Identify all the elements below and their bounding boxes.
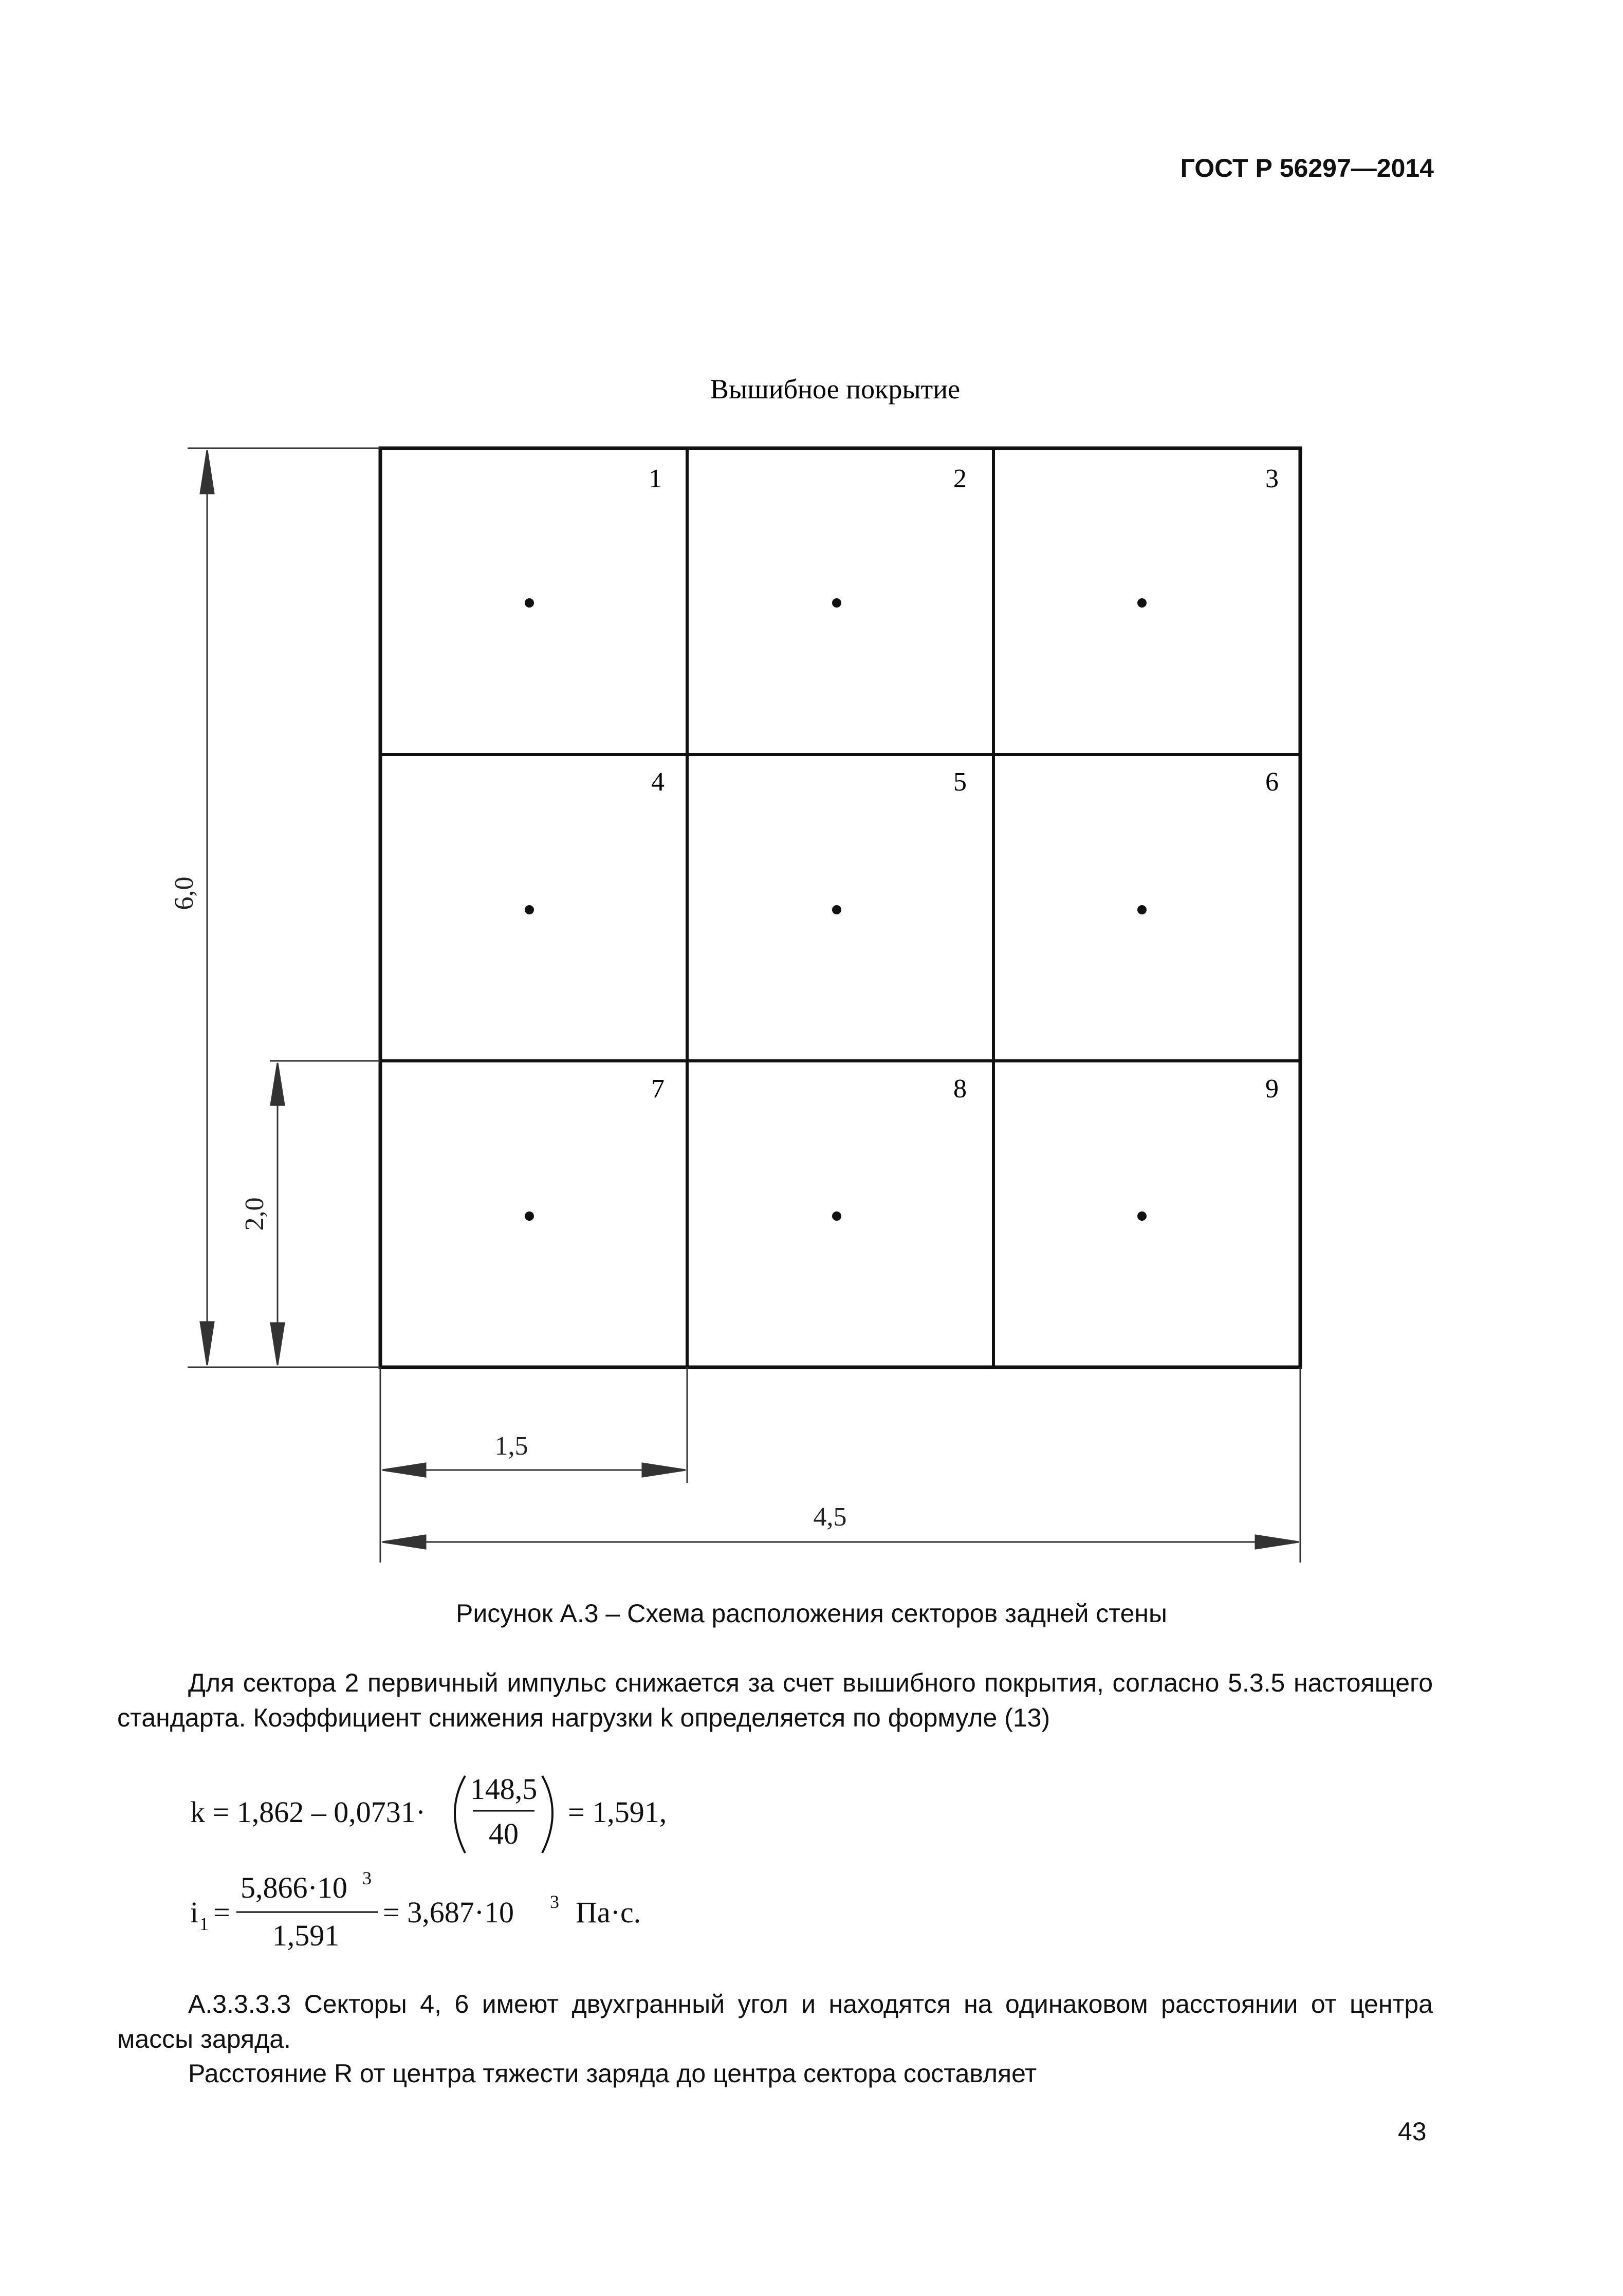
- dimension-label-width-cell: 1,5: [494, 1431, 528, 1461]
- sector-label-1: 1: [649, 464, 662, 493]
- paragraph: [117, 1665, 1433, 1735]
- sector-label-2: 2: [953, 464, 967, 493]
- left-parenthesis: [455, 1776, 465, 1853]
- formula-k-denominator: 40: [489, 1817, 519, 1850]
- formula-i1-rhs: = 3,687·10: [383, 1896, 514, 1929]
- arrowhead: [382, 1463, 426, 1477]
- figure-title: Вышибное покрытие: [710, 374, 961, 405]
- formula-i1-lhs: i: [190, 1896, 199, 1929]
- sector-label-9: 9: [1265, 1074, 1279, 1104]
- sector-label-7: 7: [651, 1074, 665, 1104]
- paragraph-text: А.3.3.3.3 Секторы 4, 6 имеют двухгранный угол и находятся на одинаковом расстоянии от центра массы заряда.: [117, 1990, 1433, 2053]
- right-parenthesis: [542, 1776, 552, 1853]
- sector-label-4: 4: [651, 767, 665, 797]
- sector-center-dot: [832, 598, 841, 608]
- arrowhead: [200, 450, 214, 493]
- paragraph: [117, 2056, 1433, 2091]
- sector-center-dot: [832, 1211, 841, 1221]
- paragraph: [117, 1987, 1433, 2056]
- paragraph-text: Для сектора 2 первичный импульс снижается за счет вышибного покрытия, согласно 5.3.5 настоящего стандарта. Коэффициент снижения нагрузки k определяется по формуле (13): [117, 1668, 1433, 1732]
- formula-i1-numerator-sup: 3: [362, 1868, 372, 1888]
- sector-center-dot: [525, 905, 534, 914]
- formula-k-rhs: = 1,591,: [568, 1795, 667, 1829]
- sector-center-dot: [1137, 1211, 1147, 1221]
- equals-sign: =: [213, 1896, 230, 1929]
- sector-center-dot: [1137, 598, 1147, 608]
- sector-label-5: 5: [953, 767, 967, 797]
- arrowhead: [382, 1535, 426, 1549]
- sector-center-dot: [525, 598, 534, 608]
- formula-k: [185, 1755, 750, 1868]
- document-header: ГОСТ Р 56297—2014: [1180, 154, 1434, 182]
- sector-center-dot: [832, 905, 841, 914]
- formula-i1-unit: Па·с.: [576, 1896, 641, 1929]
- figure-caption: Рисунок А.3 – Схема расположения секторов задней стены: [456, 1599, 1167, 1628]
- formula-i1-numerator: 5,866·10: [241, 1871, 347, 1904]
- sector-center-dot: [525, 1211, 534, 1221]
- arrowhead: [271, 1323, 284, 1365]
- sector-label-6: 6: [1265, 767, 1279, 797]
- formula-i1: [185, 1866, 750, 1969]
- arrowhead: [271, 1063, 284, 1105]
- dimension-label-height-total: 6,0: [170, 876, 199, 910]
- page-number: 43: [1398, 2117, 1427, 2146]
- sector-label-8: 8: [953, 1074, 967, 1104]
- formula-i1-denominator: 1,591: [272, 1919, 340, 1952]
- paragraph-text: Расстояние R от центра тяжести заряда до центра сектора составляет: [188, 2059, 1037, 2088]
- sector-center-dot: [1137, 905, 1147, 914]
- formula-k-numerator: 148,5: [470, 1772, 538, 1806]
- formula-i1-lhs-sub: 1: [199, 1914, 209, 1934]
- formula-k-lhs: k = 1,862 – 0,0731·: [190, 1795, 426, 1829]
- sector-label-3: 3: [1265, 464, 1279, 493]
- dimension-label-height-row: 2,0: [240, 1197, 269, 1231]
- dimension-label-width-total: 4,5: [813, 1502, 847, 1532]
- arrowhead: [200, 1322, 214, 1365]
- arrowhead: [642, 1463, 686, 1477]
- formula-i1-rhs-sup: 3: [550, 1891, 559, 1912]
- arrowhead: [1256, 1535, 1299, 1549]
